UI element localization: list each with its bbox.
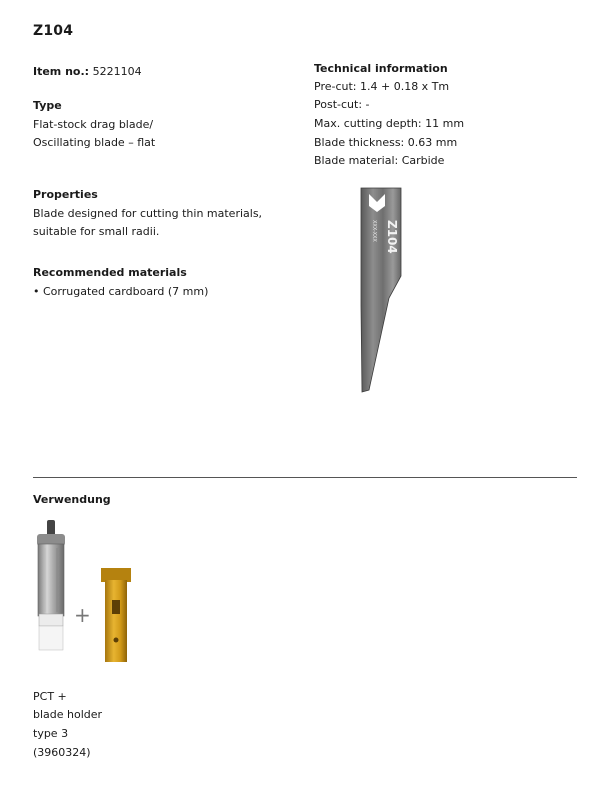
item-number-label: Item no.:	[33, 65, 90, 78]
item-number	[33, 63, 142, 81]
plus-sign: +	[74, 603, 91, 627]
type-line: Flat-stock drag blade/	[33, 118, 154, 131]
properties-line: Blade designed for cutting thin materials,	[33, 207, 263, 220]
type-heading: Type	[33, 99, 62, 112]
blade-holder-body	[105, 580, 127, 662]
blade-engraving: Z104	[385, 220, 399, 254]
tool-body	[38, 544, 64, 616]
tool-foot	[39, 626, 63, 650]
technical-heading: Technical information	[314, 62, 448, 75]
usage-heading: Verwendung	[33, 493, 111, 506]
properties-line: suitable for small radii.	[33, 225, 160, 238]
usage-caption-line: blade holder	[33, 708, 103, 721]
technical-line: Blade thickness: 0.63 mm	[314, 136, 458, 149]
blade-image	[355, 186, 415, 396]
blade-small-engraving: XXX-XXX	[371, 220, 377, 242]
technical-line: Max. cutting depth: 11 mm	[314, 117, 465, 130]
technical-line: Blade material: Carbide	[314, 154, 445, 167]
technical-line: Pre-cut: 1.4 + 0.18 x Tm	[314, 80, 450, 93]
technical-line: Post-cut: -	[314, 98, 370, 111]
tool-clear-ring	[39, 614, 63, 626]
materials-item: • Corrugated cardboard (7 mm)	[33, 285, 209, 298]
tool-shaft	[47, 520, 55, 536]
type-line: Oscillating blade – flat	[33, 136, 156, 149]
pct-tool-image	[33, 518, 145, 668]
section-divider	[33, 477, 577, 478]
usage-caption-line: (3960324)	[33, 746, 91, 759]
product-title: Z104	[33, 23, 74, 39]
holder-top	[101, 568, 131, 582]
usage-caption-line: type 3	[33, 727, 69, 740]
blade-body	[361, 188, 401, 392]
materials-heading: Recommended materials	[33, 266, 187, 279]
item-number-value: 5221104	[92, 65, 142, 78]
usage-caption-line: PCT +	[33, 690, 67, 703]
properties-heading: Properties	[33, 188, 98, 201]
holder-slot	[112, 600, 120, 614]
